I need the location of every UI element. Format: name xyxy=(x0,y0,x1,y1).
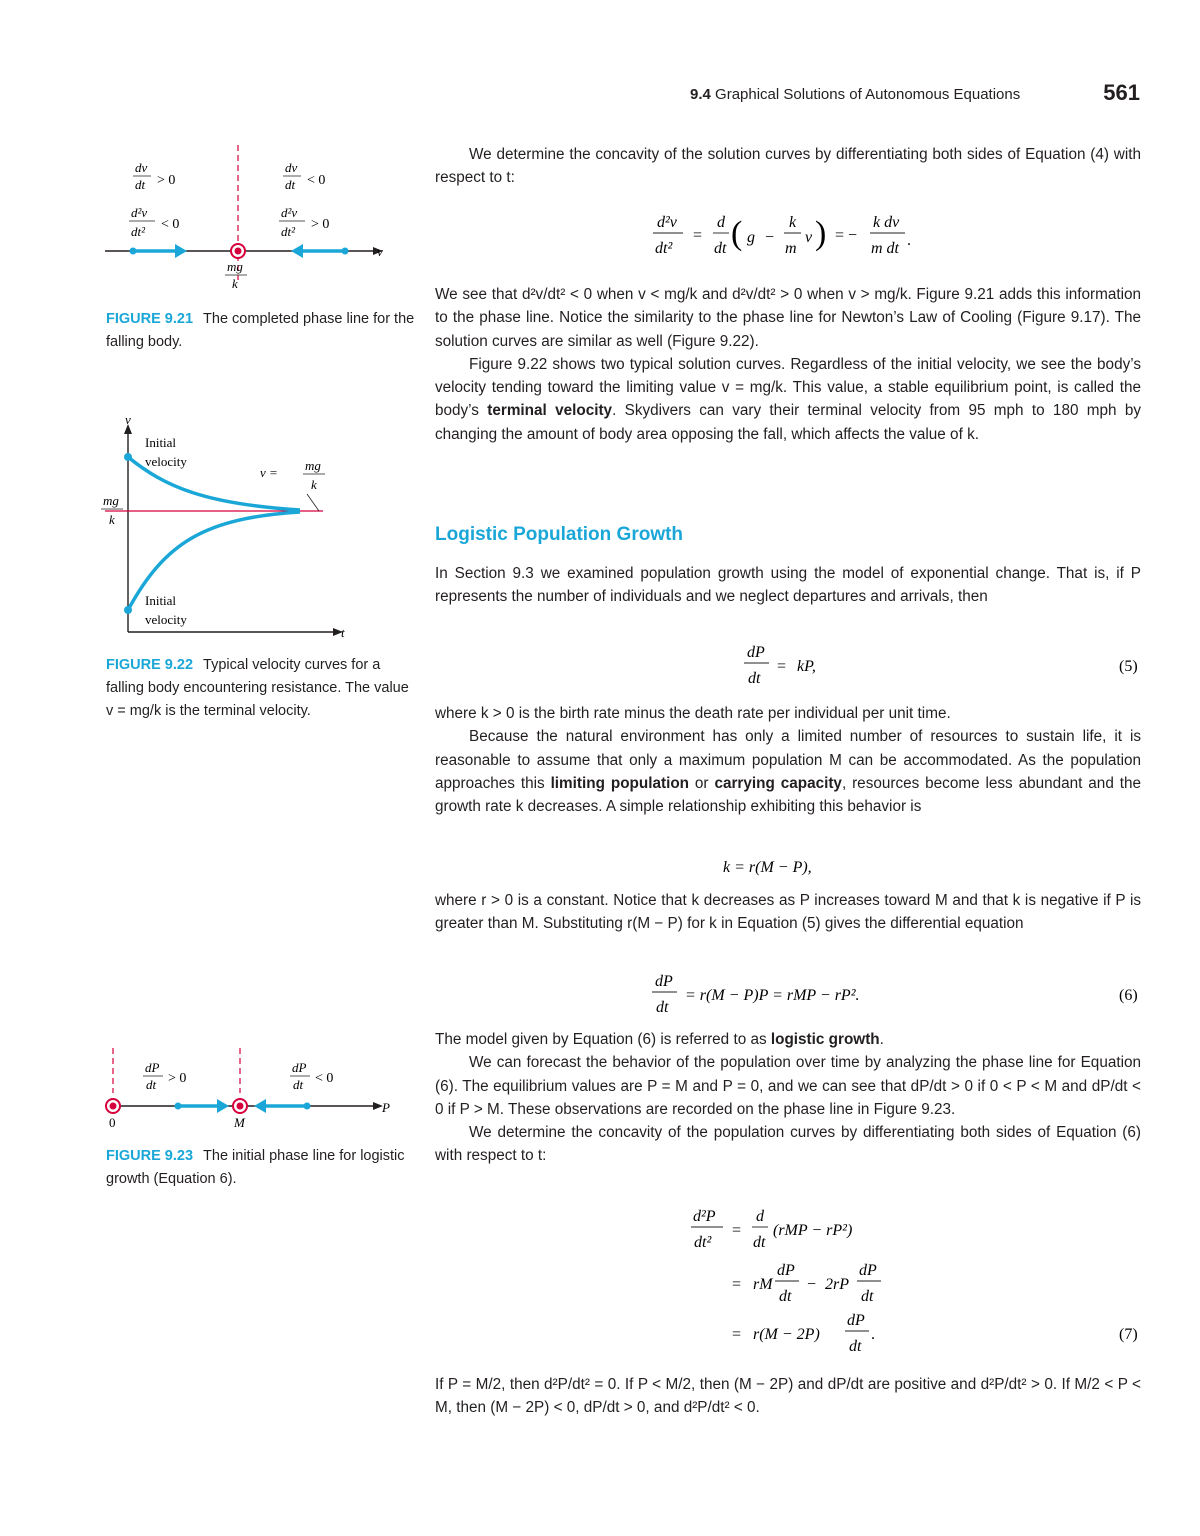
svg-text:.: . xyxy=(871,1326,875,1343)
y-tick-num: mg xyxy=(103,493,119,508)
upper-label-2: velocity xyxy=(145,454,187,469)
svg-text:dP: dP xyxy=(859,1262,877,1279)
arrow-tail-dot xyxy=(175,1103,182,1110)
svg-text:dt: dt xyxy=(656,999,669,1016)
right-arrowhead-icon xyxy=(175,244,187,258)
svg-text:dt: dt xyxy=(714,240,727,257)
section-heading: 9.4 Graphical Solutions of Autonomous Equations xyxy=(690,86,1021,103)
section-heading-logistic: Logistic Population Growth xyxy=(435,524,684,545)
paragraph-text: We see that d²v/dt² < 0 when v < mg/k and d²v/dt² > 0 when v > mg/k. Figure 9.21 adds this information to the phase line. Notice the similarity to the phase line for Newton’s Law of Cooling (Figure 9.17). The solution curves are similar as well (Figure 9.22). xyxy=(435,286,1141,350)
y-tick-den: k xyxy=(109,512,115,527)
x-axis-label: t xyxy=(341,625,345,640)
left-first-rel: > 0 xyxy=(157,173,176,188)
caption-text: The initial phase line for logistic growth (Equation 6). xyxy=(106,1148,405,1187)
lower-initial-point xyxy=(124,606,132,614)
svg-text:kP,: kP, xyxy=(797,658,816,675)
svg-text:2rP: 2rP xyxy=(825,1276,849,1293)
paragraph-text: The model given by Equation (6) is referred to as xyxy=(435,1031,771,1048)
left-arrowhead-icon xyxy=(291,244,303,258)
svg-text:r(M − 2P): r(M − 2P) xyxy=(753,1326,820,1343)
paragraph-carrying-capacity xyxy=(435,702,1141,818)
arrow-tail-dot xyxy=(342,248,349,255)
paragraph-phase-line xyxy=(435,283,1141,446)
paragraph-text: We determine the concavity of the solution curves by differentiating both sides of Equation (4) with respect to t: xyxy=(435,146,1141,187)
equation-6 xyxy=(435,970,1141,1016)
paragraph-text: In Section 9.3 we examined population growth using the model of exponential change. That is, if P represents the number of individuals and we neglect departures and arrivals, then xyxy=(435,565,1141,606)
figure-label: FIGURE 9.21 xyxy=(106,311,194,327)
paragraph-limiting-population xyxy=(435,725,1141,818)
equation-k xyxy=(435,852,1141,882)
paragraph-text: If P = M/2, then d²P/dt² = 0. If P < M/2, then (M − 2P) and dP/dt are positive and d²P/dt² > 0. If M/2 < P < M, then (M − 2P) < 0, dP/dt > 0, and d²P/dt² < 0. xyxy=(435,1376,1141,1417)
eq-label-den: k xyxy=(232,276,238,291)
figure-label: FIGURE 9.23 xyxy=(106,1148,194,1164)
y-axis-label: v xyxy=(125,412,131,427)
term-bold: carrying capacity xyxy=(714,774,842,792)
paragraph-text: , resources become less abundant and the growth rate k decreases. A simple relationship exhibiting this behavior is xyxy=(435,774,1141,816)
term-bold: limiting population xyxy=(550,774,690,792)
paragraph-logistic-growth xyxy=(435,1028,1141,1168)
svg-text:−: − xyxy=(807,1276,817,1293)
svg-text:=: = xyxy=(732,1222,742,1239)
paragraph-text: where r > 0 is a constant. Notice that k decreases as P increases toward M and that k is negative if P is greater than M. Substituting r(M − P) for k in Equation (5) gives the differential equation xyxy=(435,892,1141,933)
svg-text:dP: dP xyxy=(747,644,765,661)
svg-text:dt: dt xyxy=(861,1288,874,1305)
svg-text:.: . xyxy=(907,232,911,249)
svg-text:dt²: dt² xyxy=(655,240,673,257)
figure-9-22 xyxy=(95,412,395,642)
paragraph-text: We can forecast the behavior of the population over time by analyzing the phase line for Equation (6). The equilibrium values are P = M and P = 0, and we can see that dP/dt > 0 if 0 < P < M and dP/dt < 0 if P > M. These observations are recorded on the phase line in Figure 9.23. xyxy=(435,1054,1141,1118)
paragraph-terminal-velocity xyxy=(435,353,1141,446)
annotation-num: mg xyxy=(305,458,321,473)
equation-number: (6) xyxy=(1119,987,1138,1004)
paragraph-text: . Skydivers can vary their terminal velocity from 95 mph to 180 mph by changing the amount of body area opposing the fall, which affects the value of k. xyxy=(435,402,1141,443)
right-second-num: d²v xyxy=(281,205,298,220)
left-first-num: dv xyxy=(135,160,148,175)
annotation-lhs: v = xyxy=(260,465,278,480)
paragraph-text: We determine the concavity of the population curves by differentiating both sides of Equation (6) with respect to t: xyxy=(435,1124,1141,1165)
svg-text:m: m xyxy=(785,240,797,257)
paragraph-substitution xyxy=(435,889,1141,936)
left-sign-num: dP xyxy=(145,1060,160,1075)
figure-label: FIGURE 9.22 xyxy=(106,657,194,673)
svg-text:k = r(M − P),: k = r(M − P), xyxy=(723,859,812,876)
svg-text:(: ( xyxy=(731,215,743,252)
equilibrium-dot xyxy=(237,1103,244,1110)
svg-text:dt: dt xyxy=(849,1338,862,1355)
upper-initial-point xyxy=(124,453,132,461)
eq-label-num: mg xyxy=(227,259,243,274)
left-second-den: dt² xyxy=(131,224,146,239)
svg-text:rM: rM xyxy=(753,1276,773,1293)
equation-velocity-concavity xyxy=(435,205,1141,265)
svg-text:= −: = − xyxy=(835,227,858,244)
running-header xyxy=(690,80,1140,110)
equilibrium-dot xyxy=(110,1103,117,1110)
svg-text:dP: dP xyxy=(655,973,673,990)
equilibrium-dot xyxy=(235,248,242,255)
caption-text: Typical velocity curves for a falling body encountering resistance. The value v = mg/k is the terminal velocity. xyxy=(106,657,409,719)
svg-text:g: g xyxy=(747,229,755,246)
equation-number: (7) xyxy=(1119,1326,1138,1343)
right-sign-num: dP xyxy=(292,1060,307,1075)
paragraph-text: or xyxy=(689,774,715,792)
svg-text:d²P: d²P xyxy=(693,1208,716,1225)
annotation-den: k xyxy=(311,477,317,492)
figure-9-23-caption xyxy=(106,1145,416,1191)
svg-text:d²v: d²v xyxy=(657,214,677,231)
svg-text:dP: dP xyxy=(777,1262,795,1279)
svg-text:= r(M − P)P = rMP − rP².: = r(M − P)P = rMP − rP². xyxy=(685,987,860,1004)
right-first-den: dt xyxy=(285,177,296,192)
svg-text:dt: dt xyxy=(779,1288,792,1305)
svg-text:dt²: dt² xyxy=(694,1234,712,1251)
equation-5 xyxy=(435,641,1141,687)
term-bold: terminal velocity xyxy=(487,402,613,420)
svg-text:): ) xyxy=(815,215,827,252)
figure-9-22-caption xyxy=(106,654,416,723)
figure-9-21 xyxy=(95,140,395,300)
paragraph-logistic-intro xyxy=(435,562,1141,609)
right-arrowhead-icon xyxy=(217,1099,229,1113)
m-label: M xyxy=(234,1115,245,1130)
annotation-leader xyxy=(307,494,319,511)
right-second-rel: > 0 xyxy=(311,217,330,232)
right-sign-rel: < 0 xyxy=(315,1071,334,1086)
left-second-num: d²v xyxy=(131,205,148,220)
lower-label-1: Initial xyxy=(145,593,177,608)
equation-number: (5) xyxy=(1119,658,1138,675)
right-second-den: dt² xyxy=(281,224,296,239)
right-first-rel: < 0 xyxy=(307,173,326,188)
paragraph-inflection xyxy=(435,1373,1141,1420)
left-arrowhead-icon xyxy=(254,1099,266,1113)
svg-text:−: − xyxy=(765,229,775,246)
equation-7 xyxy=(435,1205,1141,1355)
left-first-den: dt xyxy=(135,177,146,192)
paragraph-model xyxy=(435,1028,1141,1051)
svg-text:(rMP − rP²): (rMP − rP²) xyxy=(773,1222,853,1239)
paragraph-text: . xyxy=(879,1031,884,1048)
page-number: 561 xyxy=(1103,80,1140,105)
right-first-num: dv xyxy=(285,160,298,175)
svg-text:d: d xyxy=(756,1208,764,1225)
svg-text:k: k xyxy=(789,214,797,231)
figure-9-23 xyxy=(95,1045,395,1135)
zero-label: 0 xyxy=(109,1115,116,1130)
svg-text:dt: dt xyxy=(748,670,761,687)
paragraph-concavity-intro xyxy=(435,143,1141,190)
caption-text: The completed phase line for the falling body. xyxy=(106,311,415,350)
svg-text:d: d xyxy=(717,214,725,231)
right-sign-den: dt xyxy=(293,1077,304,1092)
left-second-rel: < 0 xyxy=(161,217,180,232)
term-bold: logistic growth xyxy=(770,1031,880,1048)
svg-text:=: = xyxy=(777,658,787,675)
svg-text:=: = xyxy=(732,1276,742,1293)
svg-text:k dv: k dv xyxy=(873,214,900,231)
axis-label: v xyxy=(377,244,383,259)
svg-text:dP: dP xyxy=(847,1312,865,1329)
arrow-tail-dot xyxy=(304,1103,311,1110)
axis-label: P xyxy=(382,1100,390,1115)
svg-text:m dt: m dt xyxy=(871,240,899,257)
svg-text:=: = xyxy=(732,1326,742,1343)
upper-label-1: Initial xyxy=(145,435,177,450)
paragraph-text: Because the natural environment has only a limited number of resources to sustain life, it is reasonable to assume that only a maximum population M can be accommodated. As the population approaches this xyxy=(435,728,1141,792)
paragraph-text: Figure 9.22 shows two typical solution curves. Regardless of the initial velocity, we see the body’s velocity tending toward the limiting value v = mg/k. This value, a stable equilibrium point, is called the body’s xyxy=(435,355,1141,420)
left-sign-rel: > 0 xyxy=(168,1071,187,1086)
left-sign-den: dt xyxy=(146,1077,157,1092)
svg-text:v: v xyxy=(805,229,813,246)
lower-label-2: velocity xyxy=(145,612,187,627)
svg-text:=: = xyxy=(693,227,703,244)
figure-9-21-caption xyxy=(106,308,416,354)
arrow-tail-dot xyxy=(130,248,137,255)
svg-text:dt: dt xyxy=(753,1234,766,1251)
paragraph-text: where k > 0 is the birth rate minus the death rate per individual per unit time. xyxy=(435,705,951,722)
